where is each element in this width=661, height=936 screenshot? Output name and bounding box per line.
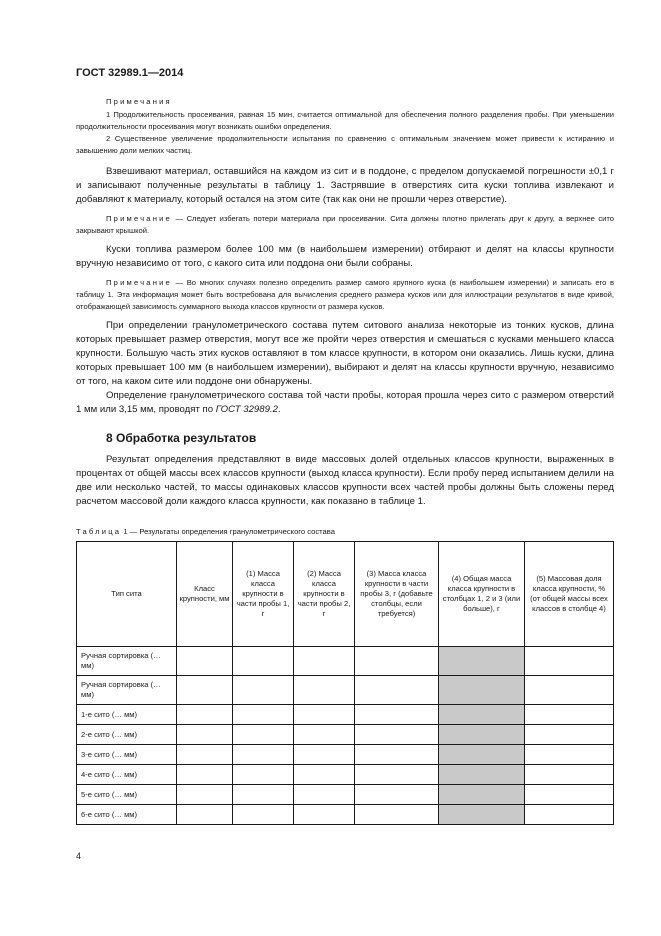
table-cell: [294, 785, 355, 805]
table-cell: [233, 647, 294, 676]
table-cell: [525, 705, 614, 725]
column-header: (1) Масса класса крупности в части пробы 1, г: [233, 542, 294, 647]
table-cell: [294, 705, 355, 725]
shaded-cell: [439, 785, 525, 805]
shaded-cell: [439, 676, 525, 705]
table-cell: [233, 805, 294, 825]
table-cell: [294, 765, 355, 785]
column-header: (3) Масса класса крупности в части пробы 3, г (добавьте столбцы, если требуется): [355, 542, 439, 647]
row-label: 6-е сито (… мм): [77, 805, 177, 825]
page-content: [76, 96, 614, 825]
paragraph-end: .: [277, 404, 281, 415]
paragraph-reference: [76, 389, 614, 417]
row-label: 1-е сито (… мм): [77, 705, 177, 725]
table-cell: [525, 785, 614, 805]
standard-reference: ГОСТ 32989.2: [215, 404, 278, 415]
table-cell: [355, 705, 439, 725]
table-cell: [294, 725, 355, 745]
note-item-1: 1 Продолжительность просеивания, равная 15 мин, считается оптимальной для обеспечения полного разделения пробы. При уменьшении продолжительности просеивания могут возникать ошибки определения.: [76, 110, 614, 131]
paragraph-large-pieces: Куски топлива размером более 100 мм (в наибольшем измерении) отбирают и делят на классы крупности вручную независимо от того, с какого сита или поддона они были собраны.: [76, 244, 614, 269]
paragraph-results: Результат определения представляют в виде массовых долей отдельных классов крупности, выраженных в процентах от общей массы всех классов крупности (выход класса крупности). Если пробу перед испытанием делили на две или несколько частей, то массы одинаковых классов крупности всех частей пробы должны быть сложены перед расчетом массовой доли каждого класса крупности, как показано в таблице 1.: [76, 454, 614, 507]
table-cell: [525, 745, 614, 765]
shaded-cell: [439, 745, 525, 765]
table-row: [77, 647, 614, 676]
paragraph-weighing: Взвешивают материал, оставшийся на каждом из сит и в поддоне, с пределом допускаемой погрешности ±0,1 г и записывают полученные результаты в таблицу 1. Застрявшие в отверстиях сита куски топлива извлекают и добавляют к материалу, который остался на этом сите (так как они не прошли через отверстие).: [76, 166, 614, 205]
table-cell: [355, 785, 439, 805]
table-cell: [294, 805, 355, 825]
table-cell: [525, 765, 614, 785]
note-text: — Следует избегать потери материала при просеивании. Сита должны плотно прилегать друг к другу, а верхнее сито закрывают крышкой.: [76, 214, 614, 235]
row-label: 3-е сито (… мм): [77, 745, 177, 765]
table-row: [77, 676, 614, 705]
shaded-cell: [439, 705, 525, 725]
shaded-cell: [439, 647, 525, 676]
table-cell: [525, 805, 614, 825]
column-header: (5) Массовая доля класса крупности, % (от общей массы всех классов в столбце 4): [525, 542, 614, 647]
table-cell: [233, 745, 294, 765]
row-label: 4-е сито (… мм): [77, 765, 177, 785]
note-loss: [76, 213, 614, 237]
table-cell: [294, 676, 355, 705]
table-row: [77, 745, 614, 765]
table-label: Таблица: [76, 527, 122, 536]
results-table: [76, 541, 614, 825]
note-largest-piece: [76, 277, 614, 313]
table-cell: [294, 745, 355, 765]
table-cell: [355, 676, 439, 705]
row-label: Ручная сортировка (… мм): [77, 676, 177, 705]
column-header: Класс крупности, мм: [177, 542, 233, 647]
table-row: [77, 705, 614, 725]
table-caption: 1 — Результаты определения гранулометрического состава: [123, 527, 335, 536]
table-cell: [177, 725, 233, 745]
note-text: — Во многих случаях полезно определить размер самого крупного куска (в наибольшем измерении) и записать его в таблицу 1. Эта информация может быть востребована для вычисления среднего размера кусков или для иллюстрации результатов в виде кривой, отображающей зависимость суммарного выхода классов крупности от размера кусков.: [76, 278, 614, 311]
table-cell: [355, 647, 439, 676]
row-label: 5-е сито (… мм): [77, 785, 177, 805]
page-number: 4: [76, 851, 82, 861]
table-cell: [355, 725, 439, 745]
table-cell: [525, 647, 614, 676]
table-cell: [177, 676, 233, 705]
section-heading: 8 Обработка результатов: [106, 431, 257, 445]
table-cell: [177, 647, 233, 676]
note-label: Примечание: [106, 278, 172, 287]
column-header: (4) Общая масса класса крупности в столбцах 1, 2 и 3 (или больше), г: [439, 542, 525, 647]
note-item-2: 2 Существенное увеличение продолжительности испытания по сравнению с оптимальным значением может привести к истиранию и завышению доли мелких частиц.: [76, 134, 614, 155]
note-label: Примечание: [106, 214, 172, 223]
paragraph-sieve-analysis: При определении гранулометрического состава путем ситового анализа некоторые из тонких кусков, длина которых превышает размер отверстия, могут все же пройти через отверстия и смешаться с кусками меньшего класса крупности. Большую часть этих кусков оставляют в том классе крупности, в котором они оказались. Лишь куски, длина которых превышает 100 мм (в наибольшем измерении), выбирают и делят на классы крупности вручную, независимо от того, на каком сите или поддоне они обнаружены.: [76, 320, 614, 387]
table-cell: [177, 705, 233, 725]
table-cell: [525, 676, 614, 705]
table-cell: [177, 765, 233, 785]
table-cell: [177, 785, 233, 805]
table-cell: [233, 725, 294, 745]
paragraph-text: Определение гранулометрического состава той части пробы, которая прошла через сито с размером отверстий 1 мм или 3,15 мм, проводят по: [76, 390, 614, 415]
shaded-cell: [439, 725, 525, 745]
table-row: [77, 805, 614, 825]
shaded-cell: [439, 765, 525, 785]
table-row: [77, 725, 614, 745]
row-label: Ручная сортировка (… мм): [77, 647, 177, 676]
table-cell: [355, 765, 439, 785]
table-row: [77, 785, 614, 805]
table-cell: [233, 765, 294, 785]
table-title: [76, 527, 614, 536]
table-cell: [177, 745, 233, 765]
table-cell: [233, 676, 294, 705]
table-cell: [355, 805, 439, 825]
table-cell: [525, 725, 614, 745]
column-header: Тип сита: [77, 542, 177, 647]
table-cell: [355, 745, 439, 765]
table-cell: [233, 705, 294, 725]
table-row: [77, 765, 614, 785]
table-cell: [177, 805, 233, 825]
shaded-cell: [439, 805, 525, 825]
notes-title: Примечания: [106, 97, 172, 106]
table-cell: [233, 785, 294, 805]
column-header: (2) Масса класса крупности в части пробы 2, г: [294, 542, 355, 647]
table-cell: [294, 647, 355, 676]
table-header-row: [77, 542, 614, 647]
row-label: 2-е сито (… мм): [77, 725, 177, 745]
document-header: ГОСТ 32989.1—2014: [76, 67, 184, 79]
